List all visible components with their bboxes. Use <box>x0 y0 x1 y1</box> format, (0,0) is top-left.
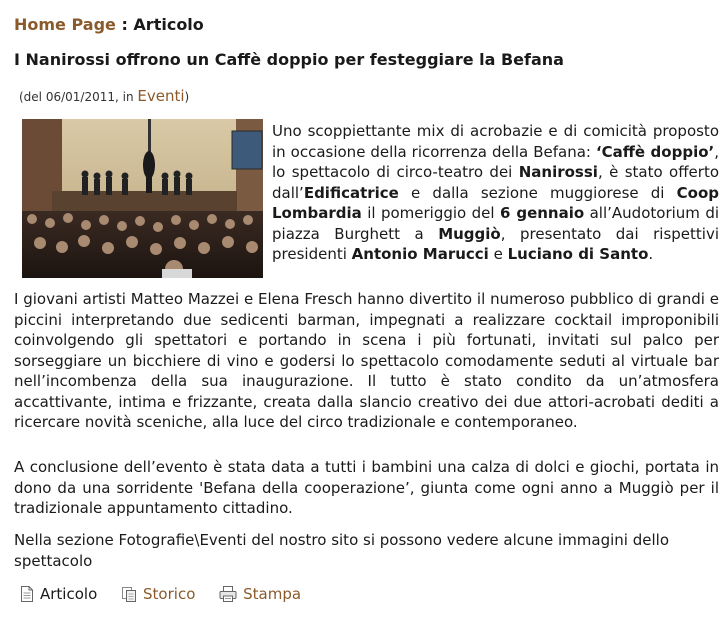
bold-text: Coop Lombardia <box>272 183 719 222</box>
breadcrumb-current: Articolo <box>133 15 204 34</box>
tool-articolo <box>20 583 97 605</box>
breadcrumb-home-link[interactable]: Home Page <box>14 15 116 34</box>
bold-text: Edificatrice <box>303 183 399 202</box>
event-photo-image <box>22 119 263 278</box>
article-paragraph-conclusion: A conclusione dell’evento è stata data a tutti i bambini una calza di dolci e giochi, portata in dono da una sorridente 'Befana della cooperazione’, giunta come ogni anno a Muggiò per il tradizionale appuntamento cittadino. <box>14 458 719 517</box>
bold-text: 6 gennaio <box>500 204 585 222</box>
text-run: , lo spettacolo di circo-teatro dei <box>272 142 719 181</box>
breadcrumb <box>14 14 204 36</box>
article-paragraph-body: I giovani artisti Matteo Mazzei e Elena Fresch hanno divertito il numeroso pubblico di grandi e piccini interpretando due sedicenti barman, impegnati a realizzare cocktail improponibili coinvolgendo gli spettatori e portando in scena i più fortunati, invitati sul palco per sorseggiare un bicchiere di vino e godersi lo spettacolo comodamente seduti al virtuale bar nell’incombenza della sua inaugurazione. Il tutto è stato condito da un’atmosfera accattivante, intima e frizzante, creata dalla slancio creativo dei due attori-acrobati dediti a ricercare novità sceniche, alla luce del circo tradizionale e contemporaneo. <box>14 290 719 431</box>
bold-text: Antonio Marucci <box>351 245 489 263</box>
bold-text: Nanirossi <box>518 163 598 181</box>
text-run: il pomeriggio del <box>361 204 501 222</box>
copy-icon <box>121 586 137 602</box>
article-photo[interactable] <box>22 119 263 278</box>
breadcrumb-separator: : <box>115 15 134 34</box>
meta-close: ) <box>184 90 190 104</box>
text-run: , è stato offerto dall’ <box>272 163 719 202</box>
bold-text: ‘Caffè doppio’ <box>595 142 715 161</box>
printer-icon <box>219 586 237 602</box>
article-date: (del 06/01/2011, in <box>19 90 138 104</box>
article-paragraph-intro <box>272 121 719 265</box>
tool-storico[interactable] <box>121 583 195 605</box>
text-run: , presentato dai rispettivi presidenti <box>272 224 719 263</box>
text-run: e <box>488 245 508 263</box>
bold-text: Luciano di Santo <box>507 245 649 263</box>
article-title: I Nanirossi offrono un Caffè doppio per festeggiare la Befana <box>14 50 564 69</box>
document-icon <box>20 586 34 602</box>
storico-link[interactable]: Storico <box>143 584 196 603</box>
article-toolbar <box>20 582 320 605</box>
article-paragraph-photos: Nella sezione Fotografie\Eventi del nostro sito si possono vedere alcune immagini dello spettacolo <box>14 531 670 570</box>
bold-text: Muggiò <box>438 224 501 243</box>
text-run: Uno scoppiettante mix di acrobazie e di comicità proposto in occasione della ricorrenza della Befana: <box>272 122 719 161</box>
category-link[interactable]: Eventi <box>137 87 185 105</box>
tool-stampa[interactable] <box>219 583 301 605</box>
text-run: all’Audotorium di piazza Burghett a <box>272 204 720 243</box>
tool-articolo-label: Articolo <box>40 584 98 603</box>
text-run: . <box>648 245 654 263</box>
text-run: e dalla sezione muggiorese di <box>398 183 677 202</box>
stampa-link[interactable]: Stampa <box>243 584 302 603</box>
article-meta <box>19 86 189 107</box>
